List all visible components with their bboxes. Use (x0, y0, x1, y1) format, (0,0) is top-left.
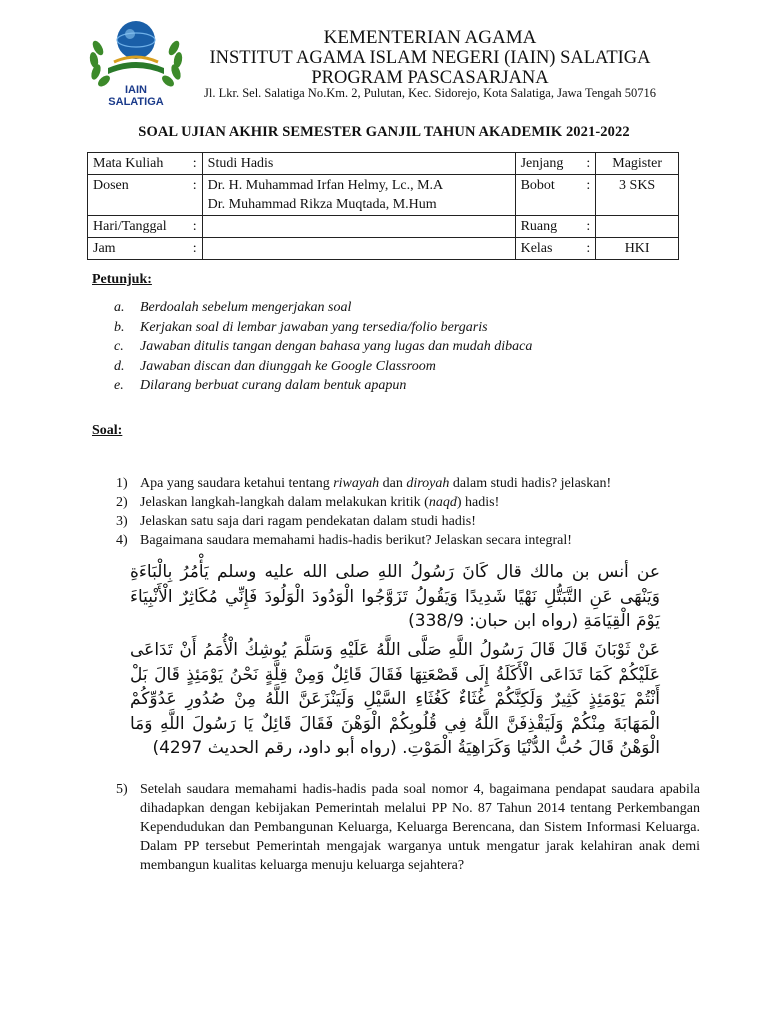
jam-label: Jam (93, 241, 116, 256)
kelas-label: Kelas (520, 241, 553, 256)
table-row: Jam : Kelas : HKI (88, 238, 679, 260)
question-5: 5) Setelah saudara memahami hadis-hadis pada soal nomor 4, bagaimana pendapat saudara apabila dihadapkan dengan kebijakan Pemerintah melalui PP No. 87 Tahun 2014 tentang Perkembangan Kependudukan dan Pembangunan Keluarga, Keluarga Berencana, dan Sistem Informasi Keluarga. Dalam PP tersebut Pemerintah mengajak warganya untuk mengatur jarak kelahiran anak demi membangun kualitas keluarga menuju keluarga sejahtera? (116, 782, 700, 873)
ruang-label: Ruang (520, 219, 558, 234)
dosen-name-2: Dr. Muhammad Rikza Muqtada, M.Hum (207, 197, 437, 212)
table-row: Dosen : Dr. H. Muhammad Irfan Helmy, Lc., M.A Dr. Muhammad Rikza Muqtada, M.Hum Bobot : 3 SKS (88, 175, 679, 216)
list-item: e. Dilarang berbuat curang dalam bentuk apapun (114, 378, 407, 393)
program-name: PROGRAM PASCASARJANA (311, 68, 549, 88)
hadith-text-1: عن أنس بن مالك قال كَانَ رَسُولُ اللهِ صلى الله عليه وسلم يَأْمُرُ بِالْبَاءَةِ وَيَنْهَى عَنِ التَّبَتُّلِ نَهْيًا شَدِيدًا وَيَقُولُ تَزَوَّجُوا الْوَدُودَ الْوَلُودَ فَإِنِّي مُكَاثِرٌ الْأَنْبِيَاءَ يَوْمَ الْقِيَامَةِ (رواه ابن حبان: 338/9) (130, 562, 660, 631)
question-3: 3) Jelaskan satu saja dari ragam pendekatan dalam studi hadis! (116, 514, 476, 529)
institute-address: Jl. Lkr. Sel. Salatiga No.Km. 2, Pulutan, Kec. Sidorejo, Kota Salatiga, Jawa Tengah 50716 (204, 86, 656, 100)
table-row: Mata Kuliah : Studi Hadis Jenjang : Magister (88, 153, 679, 175)
hari-tanggal-value (202, 216, 515, 238)
dosen-label: Dosen (93, 178, 129, 193)
jenjang-label: Jenjang (520, 156, 564, 171)
list-item: c. Jawaban ditulis tangan dengan bahasa yang lugas dan mudah dibaca (114, 339, 533, 354)
list-item: b. Kerjakan soal di lembar jawaban yang tersedia/folio bergaris (114, 319, 488, 335)
exam-title: SOAL UJIAN AKHIR SEMESTER GANJIL TAHUN AKADEMIK 2021-2022 (138, 124, 630, 140)
list-item: a. Berdoalah sebelum mengerjakan soal (114, 300, 352, 315)
instructions-list (114, 298, 532, 396)
question-4: 4) Bagaimana saudara memahami hadis-hadis berikut? Jelaskan secara integral! (116, 533, 572, 548)
svg-text:IAIN: IAIN (125, 84, 147, 96)
instructions-heading: Petunjuk: (92, 272, 152, 287)
course-info-table (87, 152, 679, 260)
svg-text:SALATIGA: SALATIGA (108, 96, 164, 108)
hadith-text-2: عَنْ ثَوْبَانَ قَالَ قَالَ رَسُولُ اللَّهِ صَلَّى اللَّهُ عَلَيْهِ وَسَلَّمَ يُوشِكُ الْأُمَمُ أَنْ تَدَاعَى عَلَيْكُمْ كَمَا تَدَاعَى الْأَكَلَةُ إِلَى قَصْعَتِهَا فَقَالَ قَائِلٌ وَمِنْ قِلَّةٍ نَحْنُ يَوْمَئِذٍ قَالَ بَلْ أَنْتُمْ يَوْمَئِذٍ كَثِيرٌ وَلَكِنَّكُمْ غُثَاءٌ كَغُثَاءِ السَّيْلِ وَلَيَنْزَعَنَّ اللَّهُ مِنْ صُدُورِ عَدُوِّكُمْ الْمَهَابَةَ مِنْكُمْ وَلَيَقْذِفَنَّ اللَّهُ فِي قُلُوبِكُمْ الْوَهْنَ فَقَالَ قَائِلٌ يَا رَسُولَ اللَّهِ وَمَا الْوَهْنُ قَالَ حُبُّ الدُّنْيَا وَكَرَاهِيَةُ الْمَوْتِ. (رواه أبو داود، رقم الحديث 4297) (130, 640, 660, 758)
ruang-value (596, 216, 679, 238)
bobot-value: 3 SKS (596, 175, 679, 216)
table-row: Hari/Tanggal : Ruang : (88, 216, 679, 238)
bobot-label: Bobot (520, 178, 555, 193)
kelas-value: HKI (596, 238, 679, 260)
question-2: 2) Jelaskan langkah-langkah dalam melakukan kritik (naqd) hadis! (116, 495, 500, 510)
ministry-name: KEMENTERIAN AGAMA (323, 27, 537, 48)
mata-kuliah-value: Studi Hadis (202, 153, 515, 175)
iain-logo (84, 18, 188, 108)
hari-tanggal-label: Hari/Tanggal (93, 219, 167, 234)
institute-name: INSTITUT AGAMA ISLAM NEGERI (IAIN) SALATIGA (209, 48, 651, 68)
question-1: 1) Apa yang saudara ketahui tentang riwayah dan diroyah dalam studi hadis? jelaskan! (116, 476, 612, 491)
mata-kuliah-label: Mata Kuliah (93, 156, 164, 171)
jenjang-value: Magister (596, 153, 679, 175)
letterhead (0, 0, 768, 110)
dosen-name-1: Dr. H. Muhammad Irfan Helmy, Lc., M.A (207, 178, 444, 193)
jam-value (202, 238, 515, 260)
questions-heading: Soal: (92, 423, 123, 438)
list-item: d. Jawaban discan dan diunggah ke Google Classroom (114, 358, 436, 374)
